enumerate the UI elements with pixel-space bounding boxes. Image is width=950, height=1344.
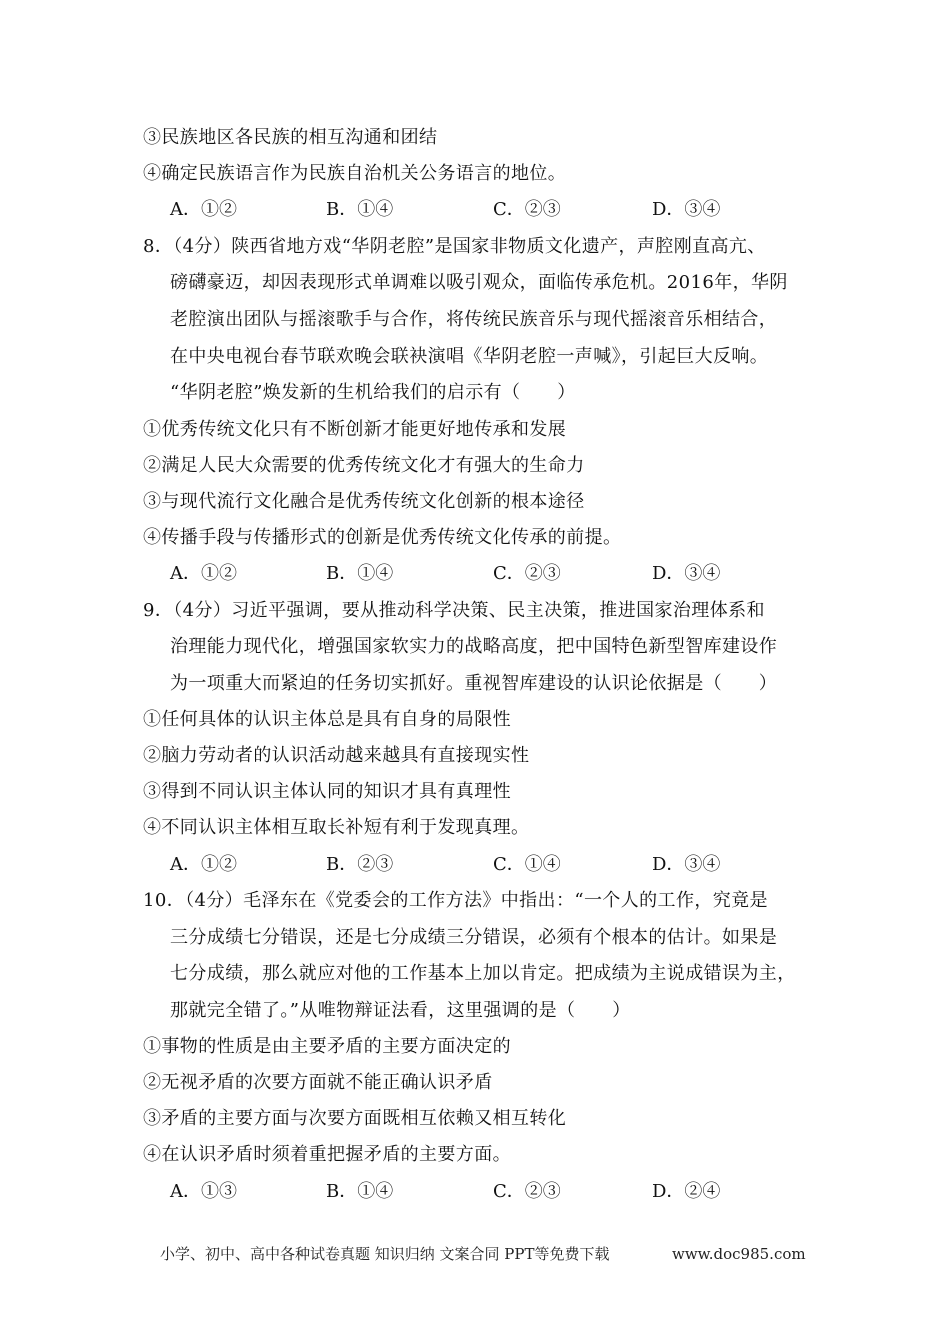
q9-option-1: ①任何具体的认识主体总是具有自身的局限性 — [143, 709, 511, 730]
q7-choice-b: B．①④ — [326, 199, 394, 220]
q8-choice-a: A．①② — [170, 563, 237, 584]
q9-stem-line: 为一项重大而紧迫的任务切实抓好。重视智库建设的认识论依据是（ ） — [170, 673, 778, 694]
q8-stem-line: 在中央电视台春节联欢晚会联袂演唱《华阴老腔一声喊》，引起巨大反响。 — [170, 346, 769, 367]
q9-stem-line: 9．（4分）习近平强调，要从推动科学决策、民主决策，推进国家治理体系和 — [143, 600, 765, 621]
q8-stem-line: 老腔演出团队与摇滚歌手与合作，将传统民族音乐与现代摇滚音乐相结合， — [170, 309, 778, 330]
q7-option-3: ③民族地区各民族的相互沟通和团结 — [143, 127, 438, 148]
q9-stem-line: 治理能力现代化，增强国家软实力的战略高度，把中国特色新型智库建设作 — [170, 636, 778, 657]
q10-choice-d: D．②④ — [652, 1181, 721, 1202]
page-footer — [160, 1244, 806, 1264]
q10-choice-a: A．①③ — [170, 1181, 237, 1202]
q10-choice-c: C．②③ — [493, 1181, 561, 1202]
q9-choice-b: B．②③ — [326, 854, 394, 875]
q7-choice-c: C．②③ — [493, 199, 561, 220]
q7-option-4: ④确定民族语言作为民族自治机关公务语言的地位。 — [143, 163, 567, 184]
q8-stem-line: 8．（4分）陕西省地方戏“华阴老腔”是国家非物质文化遗产，声腔刚直高亢、 — [143, 236, 766, 257]
q8-option-4: ④传播手段与传播形式的创新是优秀传统文化传承的前提。 — [143, 527, 622, 548]
q10-option-3: ③矛盾的主要方面与次要方面既相互依赖又相互转化 — [143, 1108, 567, 1129]
q8-stem-line: 磅礴豪迈，却因表现形式单调难以吸引观众，面临传承危机。2016年，华阴 — [170, 272, 788, 293]
q9-option-4: ④不同认识主体相互取长补短有利于发现真理。 — [143, 817, 530, 838]
q10-stem-line: 七分成绩，那么就应对他的工作基本上加以肯定。把成绩为主说成错误为主， — [170, 963, 796, 984]
q8-choice-c: C．②③ — [493, 563, 561, 584]
q9-option-2: ②脑力劳动者的认识活动越来越具有直接现实性 — [143, 745, 530, 766]
q8-option-1: ①优秀传统文化只有不断创新才能更好地传承和发展 — [143, 419, 567, 440]
q8-stem-line: “华阴老腔”焕发新的生机给我们的启示有（ ） — [170, 382, 576, 403]
q9-choice-a: A．①② — [170, 854, 237, 875]
q10-option-1: ①事物的性质是由主要矛盾的主要方面决定的 — [143, 1036, 511, 1057]
footer-site-link[interactable]: www.doc985.com — [672, 1245, 806, 1263]
q7-choice-d: D．③④ — [652, 199, 721, 220]
q9-choice-d: D．③④ — [652, 854, 721, 875]
q8-option-3: ③与现代流行文化融合是优秀传统文化创新的根本途径 — [143, 491, 585, 512]
q10-option-4: ④在认识矛盾时须着重把握矛盾的主要方面。 — [143, 1144, 511, 1165]
q9-option-3: ③得到不同认识主体认同的知识才具有真理性 — [143, 781, 511, 802]
q10-stem-line: 10．（4分）毛泽东在《党委会的工作方法》中指出：“一个人的工作，究竟是 — [143, 890, 768, 911]
q9-choice-c: C．①④ — [493, 854, 561, 875]
q10-option-2: ②无视矛盾的次要方面就不能正确认识矛盾 — [143, 1072, 493, 1093]
q8-choice-b: B．①④ — [326, 563, 394, 584]
q7-choice-a: A．①② — [170, 199, 237, 220]
q10-stem-line: 三分成绩七分错误，还是七分成绩三分错误，必须有个根本的估计。如果是 — [170, 927, 778, 948]
q8-option-2: ②满足人民大众需要的优秀传统文化才有强大的生命力 — [143, 455, 585, 476]
q10-stem-line: 那就完全错了。”从唯物辩证法看，这里强调的是（ ） — [170, 1000, 631, 1021]
q8-choice-d: D．③④ — [652, 563, 721, 584]
q10-choice-b: B．①④ — [326, 1181, 394, 1202]
footer-text: 小学、初中、高中各种试卷真题 知识归纳 文案合同 PPT等免费下载 — [160, 1245, 610, 1263]
